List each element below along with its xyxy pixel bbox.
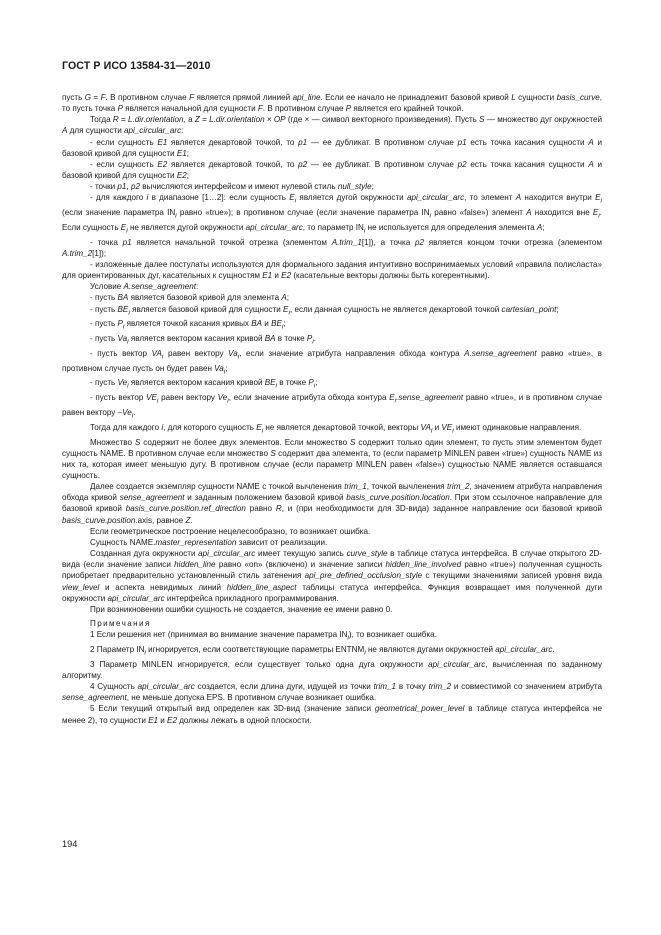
paragraph: - если сущность E2 является декартовой точкой, то p2 — ее дубликат. В противном случае p2 есть точка касания сущности A и базовой кривой для сущности E2; [62,159,602,181]
paragraph: Тогда для каждого i, для которого сущность $E_i$ не является декартовой точкой, векторы $VA_i$ и $VE_i$ имеют одинаковые направления. [90,422,582,435]
paragraph: При возникновении ошибки сущность не создается, значение ее имени равно 0. [90,604,393,614]
paragraph: Условие A.sense_agreement: [90,282,199,292]
paragraph: - пусть $Ve_i$ является вектором касания кривой $BE_i$ в точке $P_i$; [90,378,318,391]
paragraph: - пусть вектор $VA_i$ равен вектору $Va_i$, если значение атрибута направления обхода контура A.sense_agreement равно «true», в противном случае пусть он будет равен $Va_i$; [62,348,602,376]
paragraph: 3 Параметр MINLEN игнорируется, если существует только одна дуга окружности api_circular_arc, вычисленная по заданному алгоритму. [62,659,602,680]
paragraph: - точки p1, p2 вычисляются интерфейсом и имеют нулевой стиль null_style; [90,182,374,192]
paragraph: - для каждого i в диапазоне [1…2]: если сущность $E_i$ является дугой окружности api_circular_arc, то элемент A находится внутри $E_i$ (если значение параметра $IN_i$ равно «true»); в противном случае (если значение параметра $IN_i$ равно «false») элемент A находится вне $E_i$. Если сущность $E_i$ не является дугой окружности api_circular_arc, то параметр $IN_i$ не используется для определения элемента A; [62,193,603,235]
paragraph: 1 Если решения нет (принимая во внимание значение параметра $IN_i$), то возникает ошибка. [90,630,437,642]
paragraph: Сущность NAME.master_representation зависит от реализации. [90,537,328,547]
paragraph: - пусть $BE_i$ является базовой кривой для сущности $E_i$, если данная сущность не является декартовой точкой cartesian_point; [90,304,559,317]
paragraph: пусть G = F. В противном случае F является прямой линией api_line. Если ее начало не принадлежит базовой кривой L сущности basis_curve, то пусть точка P является начальной для сущности F. В противном случае P является его крайней точкой. [62,93,603,114]
paragraph: 5 Если текущий открытый вид определен как 3D-вид (значение записи geometrical_power_level в таблице статуса интерфейса не менее 2), то сущности E1 и E2 должны лежать в одной плоскости. [62,704,602,725]
paragraph: - пусть $P_i$ является точкой касания кривых BA и $BE_i$; [90,319,286,332]
paragraph: Тогда R = L.dir.orientation, а Z = L.dir.orientation × OP (где × — символ векторного произведения). Пусть S — множество дуг окружностей A для сущности api_circular_arc: [62,115,602,136]
paragraph: - точка p1 является начальной точкой отрезка (элементом A.trim_1[1]), а точка p2 является концом точки отрезка (элементом A.trim_2[1]); [62,237,602,258]
paragraph: Множество S содержит не более двух элементов. Если множество S содержит только один элемент, то пусть этим элементом будет сущность NAME. В противном случае если множество S содержит два элемента, то (если параметр MINLEN равен «true») сущность NAME из них та, которая имеет меньшую дугу. В противном случае (если параметр MINLEN равен «false») сущностью NAME является оставшаяся сущность. [62,437,602,480]
document-body [62,92,602,726]
paragraph: Созданная дуга окружности api_circular_arc имеет текущую запись curve_style в таблице статуса интерфейса. В случае открытого 2D-вида (если значение записи hidden_line равно «on» (включено) и значение записи hidden_line_involved равно «true») полученная сущность приобретает предварительно установленный стиль затенения api_pre_defined_occlusion_style с текущими значениями записей уровня вида view_level и аспекта невидимых линий hidden_line_aspect таблицы статуса интерфейса. Функция возвращает имя полученной дуги окружности api_circular_arc интерфейса прикладного программирования. [62,549,603,603]
paragraph: - изложенные далее постулаты используются для формального задания интуитивно воспринимаемых условий «правила полисласта» для ориентированных дуг, касательных к сущностям E1 и E2 (касательные векторы должны быть когерентными). [62,260,602,281]
paragraph: Если геометрическое построение нецелесообразно, то возникает ошибка. [90,526,371,536]
page-number: 194 [62,839,78,849]
paragraph: Далее создается экземпляр сущности NAME с точкой вычленения trim_1, точкой вычленения trim_2, значением атрибута направления обхода кривой sense_agreement и заданным положением базовой кривой basis_curve.position.location. При этом ссылочное направление для базовой кривой basis_curve.position.ref_direction равно R, и (при необходимости для 3D-вида) заданное направление оси базовой кривой basis_curve.position.axis, равное Z. [62,482,602,525]
paragraph: 4 Сущность api_circular_arc создается, если длина дуги, идущей из точки trim_1 в точку trim_2 и совместимой со значением атрибута sense_agreement, не меньше допуска EPS. В противном случае возникает ошибка. [62,682,603,703]
paragraph: 2 Параметр $IN_i$ игнорируется, если соответствующие параметры $ENTNM_i$ не являются дугами окружностей api_circular_arc. [90,644,555,657]
paragraph: - пусть BA является базовой кривой для элемента A; [90,293,290,303]
document-header: ГОСТ Р ИСО 13584-31—2010 [62,60,211,72]
notes-heading: Примечания [90,619,151,629]
paragraph: - пусть $Va_i$ является вектором касания кривой BA в точке $P_i$. [90,334,317,346]
paragraph: - пусть вектор $VE_i$ равен вектору $Ve_i$, если значение атрибута обхода контура $E_i.sense\_agreement$ равно «true», и в противном случае равен вектору $-Ve_i$. [62,393,602,420]
paragraph: - если сущность E1 является декартовой точкой, то p1 — ее дубликат. В противном случае p1 есть точка касания сущности A и базовой кривой для сущности E1; [62,137,602,158]
